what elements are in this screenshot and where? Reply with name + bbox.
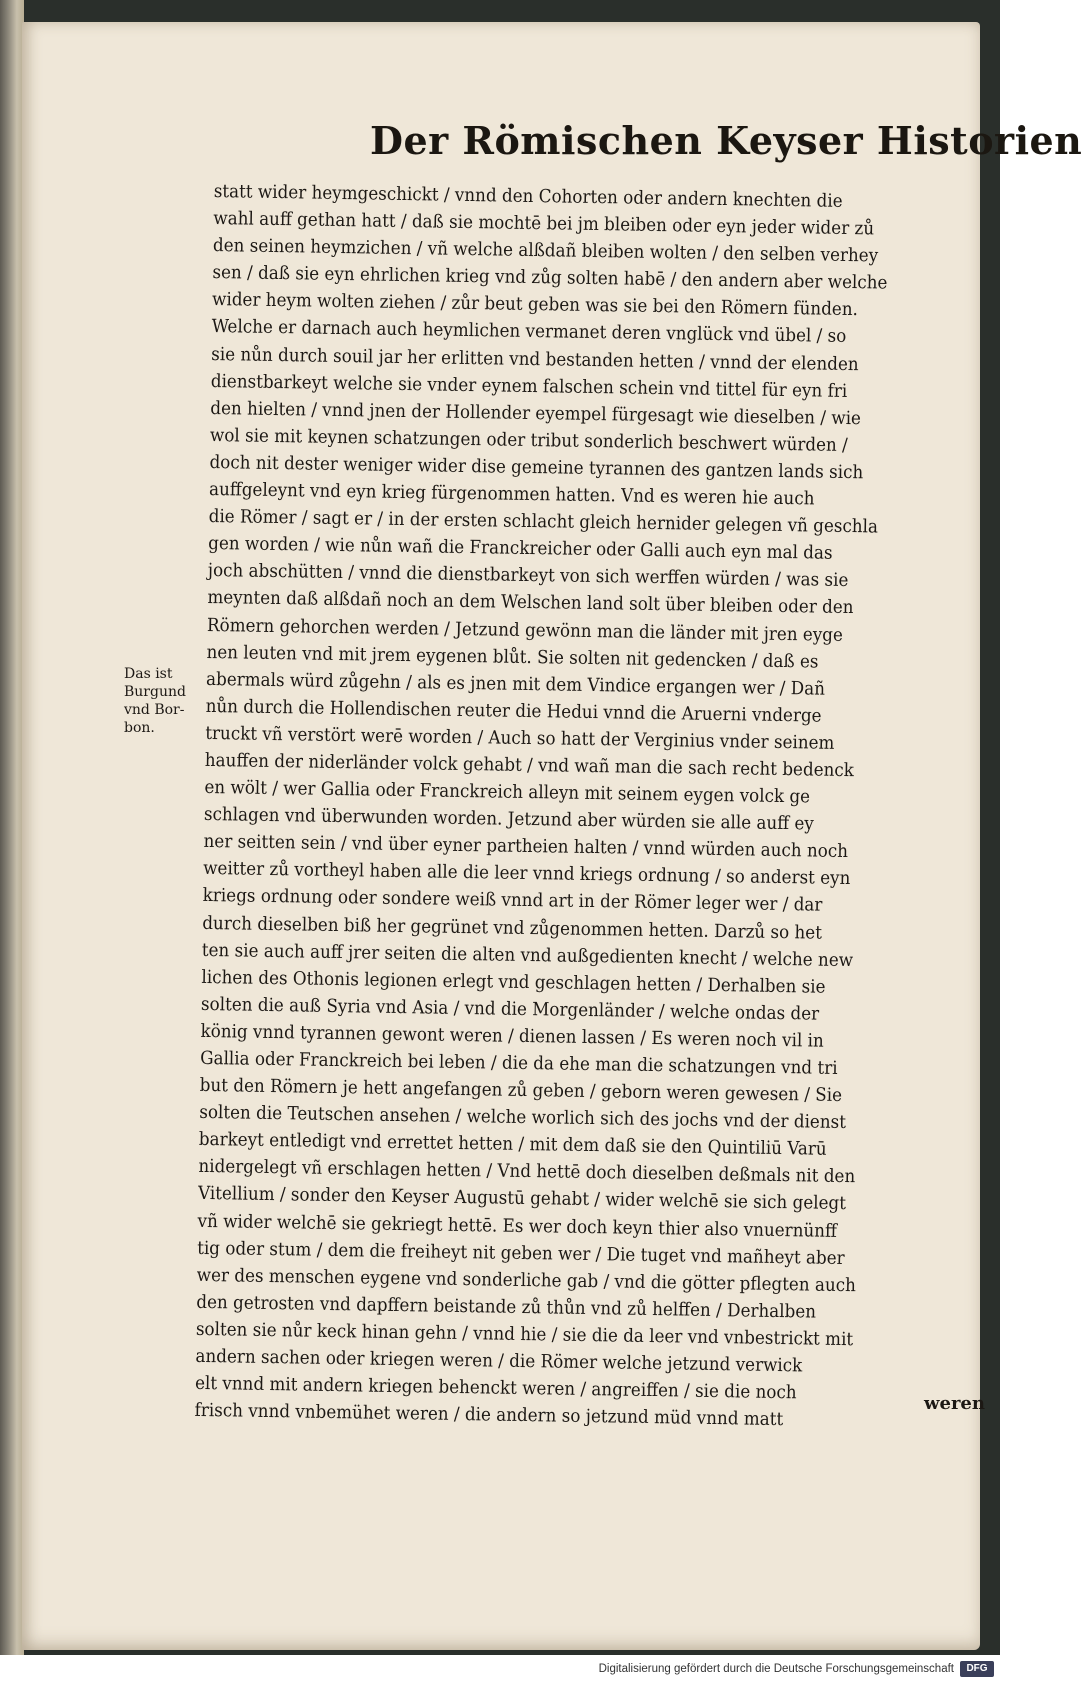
text-line: den hielten / vnnd jnen der Hollender eyempel fürgesagt wie dieselben / wie: [210, 397, 862, 429]
text-line: solten die Teutschen ansehen / welche worlich sich des jochs vnd der dienst: [199, 1102, 847, 1134]
text-line: wider heym wolten ziehen / zůr beut geben was sie bei den Römern fünden.: [211, 289, 859, 321]
text-line: barkeyt entledigt vnd errettet hetten / mit dem daß sie den Quintiliū Varū: [198, 1129, 827, 1161]
running-title: Der Römischen Keyser Historien: [370, 118, 1082, 163]
dfg-logo-icon: DFG: [960, 1661, 994, 1677]
marginal-line: vnd Bor-: [124, 702, 185, 718]
text-line: Welche er darnach auch heymlichen vermanet deren vnglück vnd übel / so: [211, 316, 847, 348]
text-line: wer des menschen eygene vnd sonderliche gab / vnd die götter pflegten auch: [196, 1264, 857, 1296]
text-line: solten sie nůr keck hinan gehn / vnnd hie / sie die da leer vnd vnbestrickt mit: [195, 1318, 854, 1351]
text-line: hauffen der niderländer volck gehabt / vnd wañ man die sach recht bedenck: [204, 749, 855, 782]
text-line: schlagen vnd überwunden worden. Jetzund aber würden sie alle auff ey: [203, 804, 814, 835]
text-line: Vitellium / sonder den Keyser Augustū gehabt / wider welchē sie sich gelegt: [197, 1183, 847, 1215]
text-line: dienstbarkeyt welche sie vnder eynem falschen schein vnd tittel für eyn fri: [210, 370, 848, 402]
text-line: doch nit dester weniger wider dise gemeine tyrannen des gantzen lands sich: [209, 451, 864, 484]
marginal-line: Das ist: [124, 666, 173, 682]
marginal-note: [124, 665, 200, 737]
marginal-line: bon.: [124, 720, 155, 736]
text-line: but den Römern je hett angefangen zů geben / geborn weren gewesen / Sie: [199, 1074, 843, 1107]
text-line: wol sie mit keynen schatzungen oder tribut sonderlich beschwert würden /: [209, 424, 848, 456]
text-line: vñ wider welchē sie gekriegt hettē. Es wer doch keyn thier also vnuernünff: [197, 1210, 838, 1242]
text-line: meynten daß alßdañ noch an dem Welschen land solt über bleiben oder den: [207, 587, 854, 619]
text-line: den seinen heymzichen / vñ welche alßdañ bleiben wolten / den selben verhey: [212, 235, 879, 267]
text-line: solten die auß Syria vnd Asia / vnd die Morgenländer / welche ondas der: [200, 993, 820, 1025]
text-line: wahl auff gethan hatt / daß sie mochtē bei jm bleiben oder eyn jeder wider zů: [213, 208, 875, 240]
text-line: kriegs ordnung oder sondere weiß vnnd art in der Römer leger wer / dar: [202, 885, 823, 917]
text-line: gen worden / wie nůn wañ die Franckreicher oder Galli auch eyn mal das: [208, 533, 833, 564]
text-line: lichen des Othonis legionen erlegt vnd geschlagen hetten / Derhalben sie: [201, 966, 826, 998]
book-edge: [0, 0, 24, 1655]
text-line: nen leuten vnd mit jrem eygenen blůt. Sie solten nit gedencken / daß es: [206, 641, 819, 673]
text-line: abermals würd zůgehn / als es jnen mit dem Vindice ergangen wer / Dañ: [205, 668, 826, 700]
text-line: die Römer / sagt er / in der ersten schlacht gleich hernider gelegen vñ geschla: [208, 506, 879, 538]
text-line: den getrosten vnd dapffern beistande zů thůn vnd zů helffen / Derhalben: [196, 1291, 817, 1323]
text-line: weitter zů vortheyl haben alle die leer vnnd kriegs ordnung / so anderst eyn: [202, 858, 851, 890]
footer-credit: Digitalisierung gefördert durch die Deutsche Forschungsgemeinschaft: [598, 1663, 954, 1675]
text-line: statt wider heymgeschickt / vnnd den Cohorten oder andern knechten die: [213, 180, 843, 212]
text-line: Römern gehorchen werden / Jetzund gewönn man die länder mit jren eyge: [206, 614, 844, 646]
text-line: joch abschütten / vnnd die dienstbarkeyt von sich werffen würden / was sie: [207, 560, 849, 592]
text-line: könig vnnd tyrannen gewont weren / dienen lassen / Es weren noch vil in: [200, 1020, 824, 1052]
text-line: ner seitten sein / vnd über eyner partheien halten / vnnd würden auch noch: [203, 831, 849, 863]
text-line: elt vnnd mit andern kriegen behenckt weren / angreiffen / sie die noch: [194, 1372, 797, 1404]
text-line: auffgeleynt vnd eyn krieg fürgenommen hatten. Vnd es weren hie auch: [208, 478, 815, 510]
marginal-line: Burgund: [124, 684, 186, 700]
text-line: durch dieselben biß her gegrünet vnd zůgenommen hetten. Darzů so het: [202, 912, 823, 944]
text-line: sen / daß sie eyn ehrlichen krieg vnd zůg solten habē / den andern aber welche: [212, 262, 888, 294]
text-line: nůn durch die Hollendischen reuter die Hedui vnnd die Aruerni vnderge: [205, 695, 822, 727]
text-line: tig oder stum / dem die freiheyt nit geben wer / Die tuget vnd mañheyt aber: [197, 1237, 845, 1269]
catchword: weren: [924, 1393, 985, 1414]
text-line: Gallia oder Franckreich bei leben / die da ehe man die schatzungen vnd tri: [200, 1047, 838, 1079]
text-line: andern sachen oder kriegen weren / die Römer welche jetzund verwick: [195, 1345, 803, 1377]
text-line: nidergelegt vñ erschlagen hetten / Vnd hettē doch dieselben deßmals nit den: [198, 1156, 856, 1188]
footer-bar: [0, 1655, 1000, 1684]
body-text: [194, 178, 973, 1436]
text-line: sie nůn durch souil jar her erlitten vnd bestanden hetten / vnnd der elenden: [211, 343, 859, 375]
text-line: frisch vnnd vnbemühet weren / die andern so jetzund müd vnnd matt: [194, 1400, 784, 1431]
text-line: ten sie auch auff jrer seiten die alten vnd außgedienten knecht / welche new: [201, 939, 854, 971]
text-line: en wölt / wer Gallia oder Franckreich alleyn mit seinem eygen volck ge: [204, 776, 811, 808]
text-line: truckt vñ verstört werē worden / Auch so hatt der Verginius vnder seinem: [205, 722, 835, 754]
